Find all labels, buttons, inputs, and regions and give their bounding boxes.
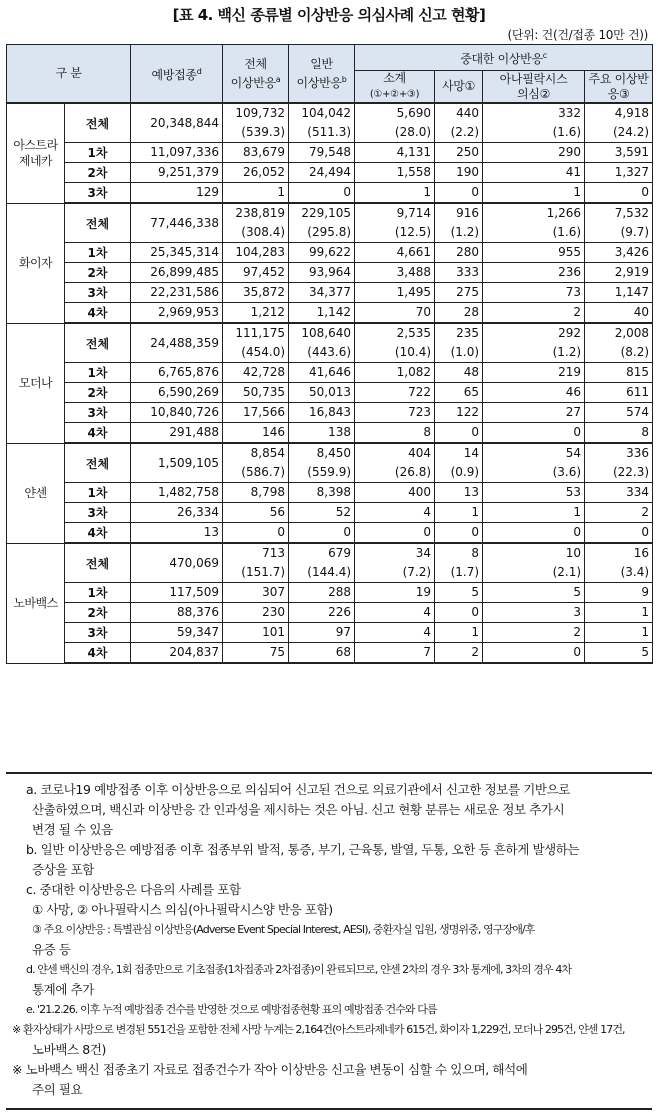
- rate-value: (2.1): [552, 565, 582, 579]
- cell-subtotal: 4: [355, 503, 435, 523]
- cell-vacc: 204,837: [131, 643, 223, 664]
- rate-value: (539.3): [241, 125, 286, 139]
- rate-value: (26.8): [394, 465, 432, 479]
- cell-death: 333: [435, 263, 483, 283]
- vaccine-name: 노바백스: [7, 543, 65, 663]
- cell-major: 3,426: [585, 243, 653, 263]
- cell-subtotal: 1,082: [355, 363, 435, 383]
- cell-total: 56: [223, 503, 289, 523]
- cell-death: 13: [435, 483, 483, 503]
- cell-subtotal: 723: [355, 403, 435, 423]
- cell-subtotal: 5,690 (28.0): [355, 103, 435, 143]
- cell-death: 235 (1.0): [435, 323, 483, 363]
- table-row: [7, 103, 653, 143]
- cell-ana: 41: [483, 163, 585, 183]
- cell-subtotal: 4,131: [355, 143, 435, 163]
- cell-death: 0: [435, 603, 483, 623]
- cell-vacc: 117,509: [131, 583, 223, 603]
- rate-value: (7.2): [402, 565, 432, 579]
- rate-value: (1.6): [552, 225, 582, 239]
- adverse-event-table: [6, 44, 653, 664]
- table-row: [7, 143, 653, 163]
- cell-ana: 3: [483, 603, 585, 623]
- rate-value: (443.6): [307, 345, 352, 359]
- cell-vacc: 10,840,726: [131, 403, 223, 423]
- cell-ana: 46: [483, 383, 585, 403]
- note-e: e. '21.2.26. 이후 누적 예방접종 건수를 반영한 것으로 예방접종현황 표의 예방접종 건수와 다름: [26, 1003, 437, 1016]
- header-category: 구 분: [7, 45, 131, 104]
- dose-label: 1차: [65, 143, 131, 163]
- cell-major: 1: [585, 603, 653, 623]
- cell-major: 8: [585, 423, 653, 444]
- table-title: [표 4. 백신 종류별 이상반응 의심사례 신고 현황]: [172, 6, 486, 24]
- cell-ana: 1,266 (1.6): [483, 203, 585, 243]
- cell-vacc: 24,488,359: [131, 323, 223, 363]
- cell-ana: 219: [483, 363, 585, 383]
- rate-value: (1.2): [552, 345, 582, 359]
- cell-subtotal: 3,488: [355, 263, 435, 283]
- rate-value: (2.2): [450, 125, 480, 139]
- dose-label: 3차: [65, 503, 131, 523]
- cell-vacc: 88,376: [131, 603, 223, 623]
- cell-vacc: 129: [131, 183, 223, 204]
- cell-death: 250: [435, 143, 483, 163]
- rate-value: (8.2): [620, 345, 650, 359]
- cell-major: 574: [585, 403, 653, 423]
- cell-total: 8,854 (586.7): [223, 443, 289, 483]
- cell-total: 50,735: [223, 383, 289, 403]
- cell-total: 0: [223, 523, 289, 544]
- cell-death: 14 (0.9): [435, 443, 483, 483]
- rate-value: (151.7): [241, 565, 286, 579]
- cell-vacc: 25,345,314: [131, 243, 223, 263]
- cell-ana: 53: [483, 483, 585, 503]
- vaccine-name: 화이자: [7, 203, 65, 323]
- rate-value: (295.8): [307, 225, 352, 239]
- table-row: [7, 603, 653, 623]
- cell-vacc: 22,231,586: [131, 283, 223, 303]
- table-row: [7, 483, 653, 503]
- cell-death: 916 (1.2): [435, 203, 483, 243]
- cell-death: 0: [435, 183, 483, 204]
- dose-label: 4차: [65, 643, 131, 664]
- cell-ana: 27: [483, 403, 585, 423]
- cell-ana: 10 (2.1): [483, 543, 585, 583]
- header-anaphylaxis: 아나필락시스 의심②: [483, 71, 585, 104]
- dose-label: 전체: [65, 203, 131, 243]
- cell-subtotal: 722: [355, 383, 435, 403]
- cell-ana: 2: [483, 623, 585, 643]
- rate-value: (559.9): [307, 465, 352, 479]
- cell-general: 16,843: [289, 403, 355, 423]
- unit-label: (단위: 건(건/접종 10만 건)): [507, 28, 648, 42]
- cell-general: 104,042 (511.3): [289, 103, 355, 143]
- rate-value: (10.4): [394, 345, 432, 359]
- cell-vacc: 6,590,269: [131, 383, 223, 403]
- cell-vacc: 6,765,876: [131, 363, 223, 383]
- dose-label: 전체: [65, 323, 131, 363]
- cell-subtotal: 1,495: [355, 283, 435, 303]
- cell-death: 28: [435, 303, 483, 324]
- cell-vacc: 9,251,379: [131, 163, 223, 183]
- cell-major: 2,008 (8.2): [585, 323, 653, 363]
- cell-vacc: 470,069: [131, 543, 223, 583]
- dose-label: 전체: [65, 543, 131, 583]
- header-general-ae: 일반 이상반응$^b$: [289, 45, 355, 104]
- header-serious-ae: 중대한 이상반응$^c$: [355, 45, 653, 71]
- cell-general: 8,398: [289, 483, 355, 503]
- table-row: [7, 203, 653, 243]
- note-d: d. 얀센 백신의 경우, 1회 접종만으로 기초접종(1차접종과 2차접종)이 완료되므로, 얀센 2차의 경우 3차 통계에, 3차의 경우 4차: [26, 963, 572, 976]
- dose-label: 2차: [65, 263, 131, 283]
- cell-major: 2: [585, 503, 653, 523]
- table-row: [7, 163, 653, 183]
- cell-subtotal: 7: [355, 643, 435, 664]
- table-row: [7, 623, 653, 643]
- cell-subtotal: 4,661: [355, 243, 435, 263]
- dose-label: 2차: [65, 383, 131, 403]
- cell-major: 1,327: [585, 163, 653, 183]
- table-row: [7, 443, 653, 483]
- cell-ana: 0: [483, 423, 585, 444]
- cell-total: 230: [223, 603, 289, 623]
- cell-major: 334: [585, 483, 653, 503]
- cell-general: 138: [289, 423, 355, 444]
- cell-death: 1: [435, 623, 483, 643]
- note-star-1: ※ 환자상태가 사망으로 변경된 551건을 포함한 전체 사망 누계는 2,164건(아스트라제네카 615건, 화이자 1,229건, 모더나 295건, 얀센 17건,: [12, 1023, 625, 1036]
- cell-vacc: 26,334: [131, 503, 223, 523]
- cell-major: 7,532 (9.7): [585, 203, 653, 243]
- cell-death: 8 (1.7): [435, 543, 483, 583]
- rate-value: (144.4): [307, 565, 352, 579]
- cell-subtotal: 4: [355, 603, 435, 623]
- table-row: [7, 423, 653, 444]
- rate-value: (1.2): [450, 225, 480, 239]
- cell-ana: 2: [483, 303, 585, 324]
- cell-vacc: 26,899,485: [131, 263, 223, 283]
- table-row: [7, 583, 653, 603]
- cell-death: 275: [435, 283, 483, 303]
- cell-general: 288: [289, 583, 355, 603]
- cell-death: 122: [435, 403, 483, 423]
- vaccine-name: 얀센: [7, 443, 65, 543]
- dose-label: 2차: [65, 163, 131, 183]
- cell-major: 0: [585, 523, 653, 544]
- cell-major: 3,591: [585, 143, 653, 163]
- cell-total: 42,728: [223, 363, 289, 383]
- dose-label: 4차: [65, 423, 131, 444]
- dose-label: 전체: [65, 443, 131, 483]
- header-death: 사망①: [435, 71, 483, 104]
- cell-ana: 0: [483, 523, 585, 544]
- cell-ana: 292 (1.2): [483, 323, 585, 363]
- note-star-2: ※ 노바백스 백신 접종초기 자료로 접종건수가 작아 이상반응 신고율 변동이 심할 수 있으며, 해석에: [12, 1062, 528, 1077]
- cell-major: 336 (22.3): [585, 443, 653, 483]
- dose-label: 3차: [65, 623, 131, 643]
- dose-label: 1차: [65, 363, 131, 383]
- cell-subtotal: 1: [355, 183, 435, 204]
- cell-total: 146: [223, 423, 289, 444]
- table-row: [7, 523, 653, 544]
- cell-death: 65: [435, 383, 483, 403]
- vaccine-name: 모더나: [7, 323, 65, 443]
- cell-total: 1,212: [223, 303, 289, 324]
- cell-general: 1,142: [289, 303, 355, 324]
- cell-vacc: 2,969,953: [131, 303, 223, 324]
- cell-vacc: 1,482,758: [131, 483, 223, 503]
- cell-major: 611: [585, 383, 653, 403]
- rate-value: (308.4): [241, 225, 286, 239]
- cell-ana: 290: [483, 143, 585, 163]
- cell-general: 93,964: [289, 263, 355, 283]
- table-row: [7, 323, 653, 363]
- cell-major: 815: [585, 363, 653, 383]
- cell-subtotal: 2,535 (10.4): [355, 323, 435, 363]
- cell-total: 17,566: [223, 403, 289, 423]
- vaccine-name: 아스트라 제네카: [7, 103, 65, 203]
- cell-vacc: 20,348,844: [131, 103, 223, 143]
- cell-death: 0: [435, 523, 483, 544]
- dose-label: 2차: [65, 603, 131, 623]
- cell-general: 41,646: [289, 363, 355, 383]
- table-row: [7, 503, 653, 523]
- cell-ana: 1: [483, 183, 585, 204]
- cell-major: 2,919: [585, 263, 653, 283]
- dose-label: 4차: [65, 523, 131, 544]
- table-row: [7, 363, 653, 383]
- note-c: c. 중대한 이상반응은 다음의 사례를 포함: [26, 882, 241, 897]
- dose-label: 3차: [65, 183, 131, 204]
- cell-general: 52: [289, 503, 355, 523]
- cell-major: 1,147: [585, 283, 653, 303]
- table-row: [7, 243, 653, 263]
- cell-ana: 236: [483, 263, 585, 283]
- cell-major: 40: [585, 303, 653, 324]
- cell-general: 79,548: [289, 143, 355, 163]
- cell-total: 26,052: [223, 163, 289, 183]
- header-total-ae: 전체 이상반응$^a$: [223, 45, 289, 104]
- rate-value: (3.6): [552, 465, 582, 479]
- dose-label: 4차: [65, 303, 131, 324]
- cell-total: 104,283: [223, 243, 289, 263]
- cell-total: 713 (151.7): [223, 543, 289, 583]
- cell-subtotal: 400: [355, 483, 435, 503]
- cell-total: 109,732 (539.3): [223, 103, 289, 143]
- dose-label: 1차: [65, 483, 131, 503]
- cell-general: 108,640 (443.6): [289, 323, 355, 363]
- table-row: [7, 183, 653, 204]
- cell-subtotal: 1,558: [355, 163, 435, 183]
- cell-subtotal: 19: [355, 583, 435, 603]
- rate-value: (24.2): [612, 125, 650, 139]
- header-vaccinations: 예방접종$^d$: [131, 45, 223, 104]
- table-row: [7, 383, 653, 403]
- cell-ana: 955: [483, 243, 585, 263]
- dose-label: 3차: [65, 403, 131, 423]
- table-row: [7, 263, 653, 283]
- rate-value: (9.7): [620, 225, 650, 239]
- rate-value: (1.0): [450, 345, 480, 359]
- cell-ana: 5: [483, 583, 585, 603]
- cell-total: 8,798: [223, 483, 289, 503]
- dose-label: 3차: [65, 283, 131, 303]
- cell-major: 9: [585, 583, 653, 603]
- note-a: a. 코로나19 예방접종 이후 이상반응으로 의심되어 신고된 건으로 의료기관에서 신고한 정보를 기반으로: [26, 782, 570, 797]
- cell-subtotal: 70: [355, 303, 435, 324]
- header-major-ae: 주요 이상반 응③: [585, 71, 653, 104]
- cell-death: 440 (2.2): [435, 103, 483, 143]
- cell-major: 1: [585, 623, 653, 643]
- cell-general: 97: [289, 623, 355, 643]
- rate-value: (3.4): [620, 565, 650, 579]
- cell-subtotal: 404 (26.8): [355, 443, 435, 483]
- cell-general: 68: [289, 643, 355, 664]
- table-row: [7, 543, 653, 583]
- cell-major: 4,918 (24.2): [585, 103, 653, 143]
- cell-death: 5: [435, 583, 483, 603]
- dose-label: 1차: [65, 583, 131, 603]
- cell-major: 16 (3.4): [585, 543, 653, 583]
- cell-general: 0: [289, 523, 355, 544]
- cell-general: 34,377: [289, 283, 355, 303]
- cell-death: 1: [435, 503, 483, 523]
- cell-general: 679 (144.4): [289, 543, 355, 583]
- cell-death: 190: [435, 163, 483, 183]
- cell-major: 5: [585, 643, 653, 664]
- cell-total: 83,679: [223, 143, 289, 163]
- table-row: [7, 283, 653, 303]
- cell-major: 0: [585, 183, 653, 204]
- rate-value: (22.3): [612, 465, 650, 479]
- dose-label: 1차: [65, 243, 131, 263]
- cell-death: 280: [435, 243, 483, 263]
- rate-value: (586.7): [241, 465, 286, 479]
- cell-subtotal: 34 (7.2): [355, 543, 435, 583]
- cell-subtotal: 9,714 (12.5): [355, 203, 435, 243]
- cell-vacc: 1,509,105: [131, 443, 223, 483]
- cell-death: 2: [435, 643, 483, 664]
- table-body: [7, 103, 653, 663]
- cell-total: 1: [223, 183, 289, 204]
- header-subtotal: 소계 (①+②+③): [355, 71, 435, 104]
- dose-label: 전체: [65, 103, 131, 143]
- cell-death: 48: [435, 363, 483, 383]
- cell-general: 50,013: [289, 383, 355, 403]
- footnotes: a. 코로나19 예방접종 이후 이상반응으로 의심되어 신고된 건으로 의료기관에서 신고한 정보를 기반으로 산출하였으며, 백신과 이상반응 간 인과성을 제시하는 것은 아님. 신고 현황 분류는 새로운 정보 추가시 변경 될 수 있음 b. 일반 이상반응은 예방접종 이후 접종부위 발적, 통증, 부기, 근육통, 발열, 두통, 오한 등 흔하게 발생하는 증상을 포함 c. 중대한 이상반응은 다음의 사례를 포함 ① 사망, ② 아나필락시스 의심(아나필락시스양 반응 포함) ③ 주요 이상반응 : 특별관심 이상반응(Adverse Event Special Interest, AESI), 중환자실 입원, 생명위중, 영구장애/후 유증 등 d. 얀센 백신의 경우, 1회 접종만으로 기초접종(1차접종과 2차접종)이 완료되므로, 얀센 2차의 경우 3차 통계에, 3차의 경우 4차 통계에 추가 e. '21.2.26. 이후 누적 예방접종 건수를 반영한 것으로 예방접종현황 표의 예방접종 건수와 다름 ※ 환자상태가 사망으로 변경된 551건을 포함한 전체 사망 누계는 2,164건(아스트라제네카 615건, 화이자 1,229건, 모더나 295건, 얀센 17건, 노바백스 8건) ※ 노바백스 백신 접종초기 자료로 접종건수가 작아 이상반응 신고율 변동이 심할 수 있으며, 해석에 주의 필요: [6, 772, 652, 1110]
- cell-general: 226: [289, 603, 355, 623]
- cell-general: 229,105 (295.8): [289, 203, 355, 243]
- table-row: [7, 643, 653, 664]
- rate-value: (28.0): [394, 125, 432, 139]
- cell-subtotal: 8: [355, 423, 435, 444]
- rate-value: (0.9): [450, 465, 480, 479]
- cell-ana: 73: [483, 283, 585, 303]
- cell-total: 238,819 (308.4): [223, 203, 289, 243]
- cell-total: 111,175 (454.0): [223, 323, 289, 363]
- cell-death: 0: [435, 423, 483, 444]
- rate-value: (1.6): [552, 125, 582, 139]
- cell-vacc: 13: [131, 523, 223, 544]
- cell-general: 8,450 (559.9): [289, 443, 355, 483]
- cell-ana: 332 (1.6): [483, 103, 585, 143]
- table-row: [7, 403, 653, 423]
- cell-total: 35,872: [223, 283, 289, 303]
- rate-value: (1.7): [450, 565, 480, 579]
- cell-vacc: 291,488: [131, 423, 223, 444]
- cell-ana: 0: [483, 643, 585, 664]
- rate-value: (12.5): [394, 225, 432, 239]
- cell-general: 24,494: [289, 163, 355, 183]
- cell-general: 99,622: [289, 243, 355, 263]
- cell-ana: 1: [483, 503, 585, 523]
- cell-subtotal: 4: [355, 623, 435, 643]
- cell-vacc: 11,097,336: [131, 143, 223, 163]
- cell-vacc: 59,347: [131, 623, 223, 643]
- cell-total: 307: [223, 583, 289, 603]
- cell-total: 97,452: [223, 263, 289, 283]
- note-b: b. 일반 이상반응은 예방접종 이후 접종부위 발적, 통증, 부기, 근육통, 발열, 두통, 오한 등 흔하게 발생하는: [26, 842, 580, 857]
- cell-vacc: 77,446,338: [131, 203, 223, 243]
- cell-total: 101: [223, 623, 289, 643]
- cell-ana: 54 (3.6): [483, 443, 585, 483]
- table-row: [7, 303, 653, 324]
- rate-value: (511.3): [307, 125, 352, 139]
- cell-general: 0: [289, 183, 355, 204]
- rate-value: (454.0): [241, 345, 286, 359]
- cell-subtotal: 0: [355, 523, 435, 544]
- cell-total: 75: [223, 643, 289, 664]
